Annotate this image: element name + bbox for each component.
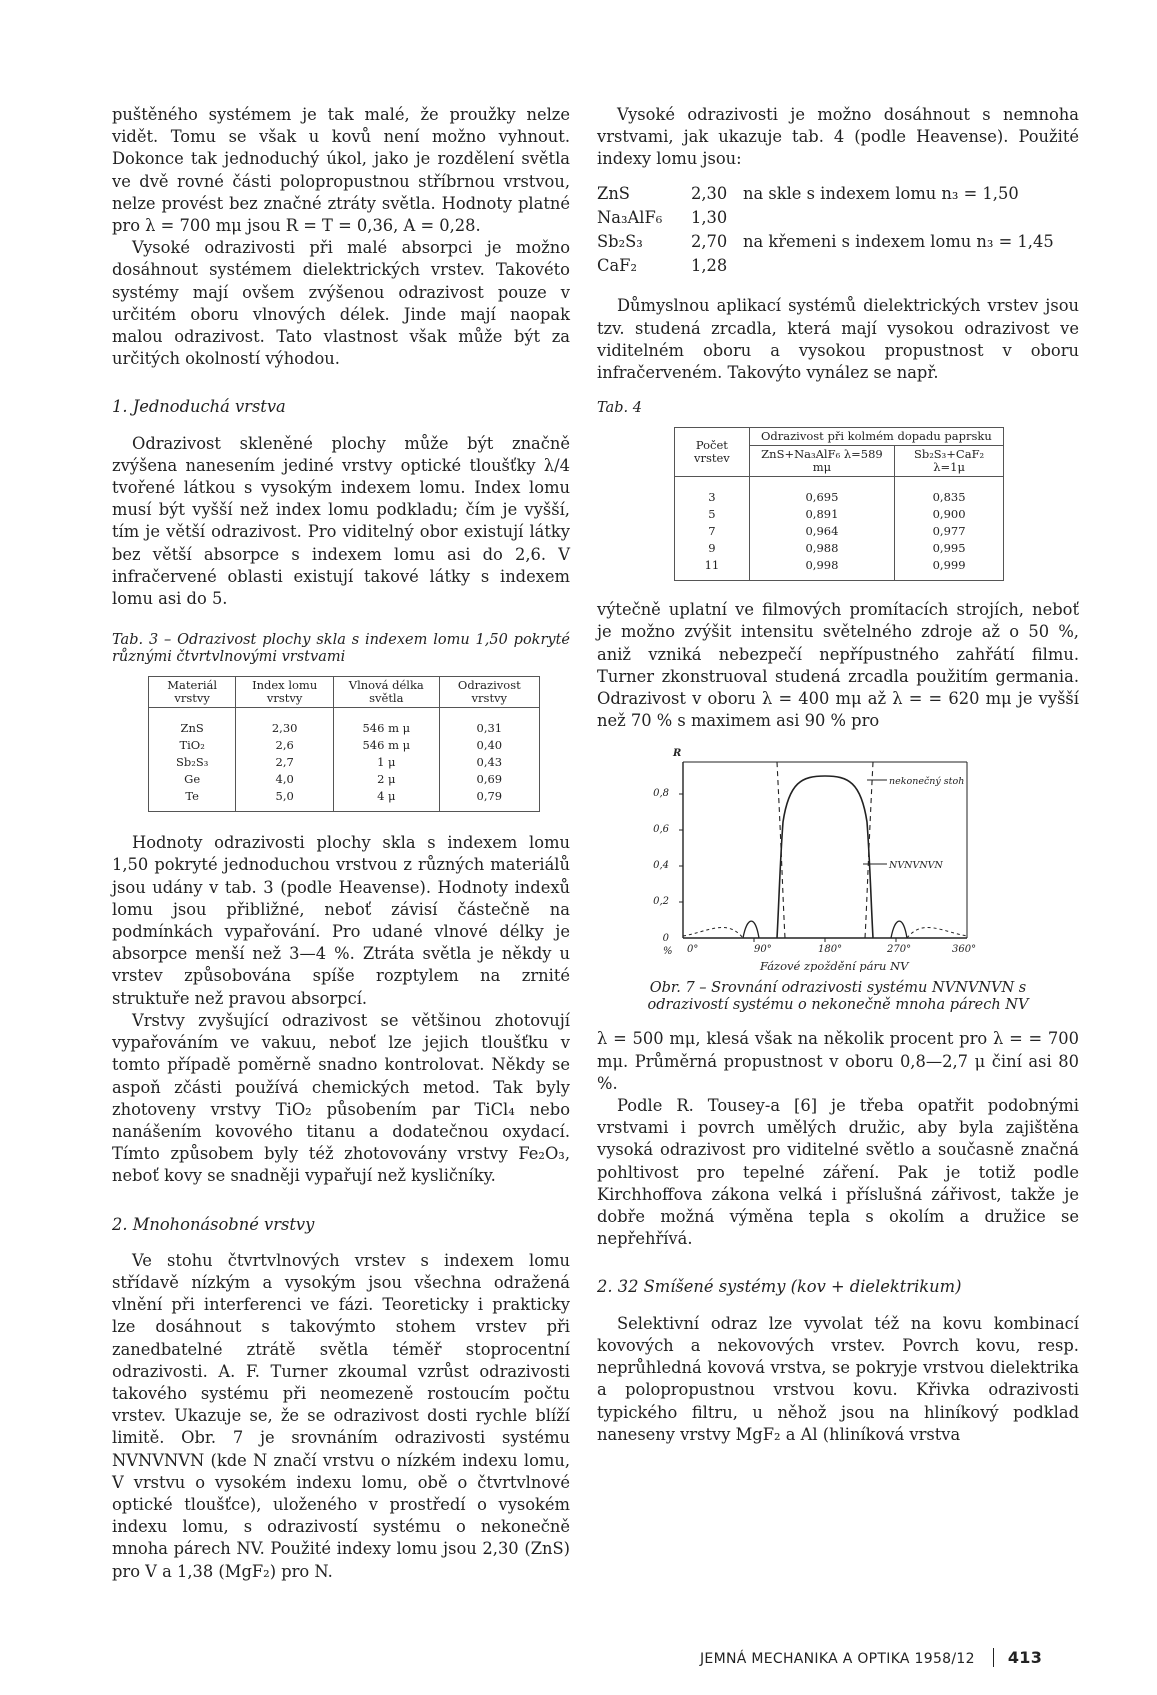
table-row — [675, 477, 1004, 507]
y-tick: 0 — [662, 933, 669, 945]
figure-7 — [597, 742, 1079, 1014]
table-cell: 0,69 — [439, 771, 539, 788]
table-header: Index lomu vrstvy — [236, 677, 334, 708]
table-cell: 0,999 — [895, 557, 1004, 581]
table-cell: 0,43 — [439, 754, 539, 771]
table-cell: 0,900 — [895, 506, 1004, 523]
table-cell: 4,0 — [236, 771, 334, 788]
table-cell: 0,964 — [749, 523, 894, 540]
index-note — [743, 207, 1079, 229]
index-value: 1,28 — [691, 256, 728, 276]
table-cell: 0,31 — [439, 708, 539, 738]
y-tick: 0,8 — [653, 788, 669, 800]
table-row — [675, 557, 1004, 581]
table-row — [149, 771, 540, 788]
figure-caption: Obr. 7 – Srovnání odrazivosti systému NVNVNVN s odrazivostí systému o nekonečně mnoha párech NV — [647, 980, 1029, 1014]
right-column — [597, 104, 1079, 1446]
table-cell: 2 μ — [334, 771, 440, 788]
index-value: 2,30 — [691, 183, 728, 203]
page-footer — [700, 1648, 1042, 1667]
index-note: na křemeni s indexem lomu n₃ = 1,45 — [743, 232, 1054, 252]
table-cell: 2,30 — [236, 708, 334, 738]
x-axis-label: Fázové zpoždění páru NV — [760, 959, 909, 973]
table-cell: Sb₂S₃ — [149, 754, 236, 771]
paragraph: Hodnoty odrazivosti plochy skla s indexem lomu 1,50 pokryté jednoduchou vrstvou z různých materiálů jsou udány v tab. 3 (podle Heavense). Hodnoty indexů lomu jsou přibližné, neboť závisí částečně na podmínkách vypařování. Pro udané vlnové délky je absorpce menší než 3—4 %. Ztráta světla je někdy u vrstev způsobována spíše rozptylem na zrnité struktuře než pravou absorpcí. — [112, 833, 570, 1008]
x-tick: 0° — [687, 944, 699, 956]
table-row — [149, 754, 540, 771]
table-cell: 546 m μ — [334, 737, 440, 754]
table-header: Vlnová délka světla — [334, 677, 440, 708]
section-heading: 2. 32 Smíšené systémy (kov + dielektrikum) — [597, 1277, 962, 1297]
table-cell: 0,40 — [439, 737, 539, 754]
paragraph: Vysoké odrazivosti je možno dosáhnout s nemnoha vrstvami, jak ukazuje tab. 4 (podle Heavense). Použité indexy lomu jsou: — [597, 105, 1079, 169]
table-cell: 3 — [675, 477, 750, 507]
table-cell: 2,6 — [236, 737, 334, 754]
table-cell: ZnS — [149, 708, 236, 738]
y-tick: 0,2 — [653, 896, 669, 908]
table-cell: 0,998 — [749, 557, 894, 581]
index-note: na skle s indexem lomu n₃ = 1,50 — [743, 183, 1019, 203]
index-note — [743, 255, 1079, 277]
table-cell: 0,79 — [439, 788, 539, 812]
table-row — [149, 788, 540, 812]
legend-nvnvnvn: NVNVNVN — [889, 860, 943, 872]
table-row — [675, 506, 1004, 523]
table-cell: 4 μ — [334, 788, 440, 812]
journal-name: JEMNÁ MECHANIKA A OPTIKA 1958/12 — [700, 1651, 975, 1667]
index-value: 1,30 — [691, 207, 728, 227]
paragraph: Ve stohu čtvrtvlnových vrstev s indexem lomu střídavě nízkým a vysokým jsou všechna odražená vlnění při interferenci ve fázi. Teoreticky i prakticky lze dosáhnout s takovýmto stohem vrstev při zanedbatelné ztrátě světla téměř stoprocentní odrazivosti. A. F. Turner zkoumal vzrůst odrazivosti takového systému při neomezeně rostoucím počtu vrstev. Ukazuje se, že se odrazivost dosti rychle blíží limitě. Obr. 7 je srovnáním odrazivosti systému NVNVNVN (kde N značí vrstvu o nízkém indexu lomu, V vrstvu o vysokém indexu lomu, obě o čtvrtvlnové optické tloušťce), uloženého v prostředí o vysokém indexu lomu, s odrazivostí systému o nekonečně mnoha párech NV. Použité indexy lomu jsou 2,30 (ZnS) pro V a 1,38 (MgF₂) pro N. — [112, 1250, 570, 1581]
paragraph: Odrazivost skleněné plochy může být značně zvýšena nanesením jediné vrstvy optické tloušťky λ/4 tvořené látkou s vysokým indexem lomu. Index lomu musí být vyšší než index lomu podkladu; čím je vyšší, tím je větší odrazivost. Pro viditelný obor existují látky bez větší absorpce s indexem lomu asi do 2,6. V infračervené oblasti existují takové látky s indexem lomu asi do 5. — [112, 433, 570, 609]
table-header: Počet vrstev — [675, 428, 750, 477]
x-tick: 180° — [818, 944, 843, 956]
curve-tails — [683, 928, 967, 938]
page-number: 413 — [993, 1648, 1042, 1667]
table-header: ZnS+Na₃AlF₆ λ=589 mμ — [749, 446, 894, 477]
section-heading: 1. Jednoduchá vrstva — [112, 397, 286, 417]
paragraph: výtečně uplatní ve filmových promítacích strojích, neboť je možno zvýšit intensitu světelného zdroje až o 50 %, aniž vzniká nebezpečí nepřípustného zahřátí filmu. Turner zkonstruoval studená zrcadla použitím germania. Odrazivost v oboru λ = 400 mμ až λ = = 620 mμ je vyšší než 70 % s maximem asi 90 % pro — [597, 600, 1079, 731]
section-heading: 2. Mnohonásobné vrstvy — [112, 1214, 315, 1234]
paragraph: λ = 500 mμ, klesá však na několik procent pro λ = = 700 mμ. Průměrná propustnost v oboru 0,8—2,7 μ činí asi 80 %. — [597, 1029, 1079, 1093]
table-cell: 9 — [675, 540, 750, 557]
paragraph: Podle R. Tousey-a [6] je třeba opatřit podobnými vrstvami i povrch umělých družic, aby byla zajištěna vysoká odrazivost pro viditelné světlo a současně značná pohltivost pro tepelné záření. Pak je totiž podle Kirchhoffova zákona velká i příslušná zářivost, takže je dobře možná výměna tepla s okolím a družice se nepřehřívá. — [597, 1096, 1079, 1249]
table-cell: 5,0 — [236, 788, 334, 812]
index-value: 2,70 — [691, 232, 728, 252]
table-caption: Tab. 4 — [597, 400, 642, 417]
table-cell: 7 — [675, 523, 750, 540]
table-cell: 0,695 — [749, 477, 894, 507]
paragraph: Vrstvy zvyšující odrazivost se většinou zhotovují vypařováním ve vakuu, neboť lze jejich tloušťku v tomto případě poměrně snadno kontrolovat. Někdy se aspoň zčásti používá chemických metod. Tak byly zhotoveny vrstvy TiO₂ působením par TiCl₄ nebo nanášením kovového titanu a dodatečnou oxydací. Tímto způsobem byly též zhotovovány vrstvy Fe₂O₃, neboť kovy se snadněji vypařují než kysličníky. — [112, 1010, 570, 1186]
table-cell: 0,891 — [749, 506, 894, 523]
table-row — [675, 523, 1004, 540]
table-cell: TiO₂ — [149, 737, 236, 754]
y-unit: % — [663, 946, 673, 958]
curve-nvnvnvn — [777, 776, 873, 938]
paragraph: Vysoké odrazivosti při malé absorpci je možno dosáhnout systémem dielektrických vrstev. Takovéto systémy mají ovšem zvýšenou odrazivost pouze v určitém oboru vlnových délek. Jinde mají naopak malou odrazivost. Tato vlastnost však může být za určitých okolností výhodou. — [112, 238, 570, 369]
curve-infinite-stack — [777, 762, 873, 938]
table-header: Materiál vrstvy — [149, 677, 236, 708]
index-material: CaF₂ — [597, 256, 637, 276]
table-header: Sb₂S₃+CaF₂ λ=1μ — [895, 446, 1004, 477]
x-tick: 90° — [754, 944, 772, 956]
table-caption: Tab. 3 – Odrazivost plochy skla s indexem lomu 1,50 pokryté různými čtvrtvlnovými vrstvami — [112, 632, 570, 666]
table-cell: 546 m μ — [334, 708, 440, 738]
table-cell: 2,7 — [236, 754, 334, 771]
curve-side-lobes — [743, 922, 907, 939]
table-row — [675, 540, 1004, 557]
table-3 — [148, 676, 540, 812]
index-list — [597, 183, 1079, 278]
reflectance-plot — [597, 742, 1079, 972]
y-axis-label: R — [673, 748, 682, 760]
paragraph: Selektivní odraz lze vyvolat též na kovu kombinací kovových a nekovových vrstev. Povrch kovu, resp. neprůhledná kovová vrstva, se pokryje vrstvou dielektrika a polopropustnou vrstvou kovu. Křivka odrazivosti typického filtru, u něhož jsou na hliníkový podklad naneseny vrstvy MgF₂ a Al (hliníková vrstva — [597, 1313, 1079, 1444]
table-cell: 0,995 — [895, 540, 1004, 557]
index-material: ZnS — [597, 183, 630, 203]
table-cell: 1 μ — [334, 754, 440, 771]
y-tick: 0,6 — [653, 824, 669, 836]
index-material: Na₃AlF₆ — [597, 207, 663, 227]
paragraph: Důmyslnou aplikací systémů dielektrických vrstev jsou tzv. studená zrcadla, která mají vysokou odrazivost ve viditelném oboru a vysokou propustnost v oboru infračerveném. Takovýto vynález se např. — [597, 296, 1079, 383]
y-tick: 0,4 — [653, 860, 669, 872]
table-4 — [674, 427, 1004, 581]
table-cell: 0,977 — [895, 523, 1004, 540]
paragraph: puštěného systémem je tak malé, že proužky nelze vidět. Tomu se však u kovů není možno vyhnout. Dokonce tak jednoduchý úkol, jako je rozdělení světla ve dvě rovné části polopropustnou stříbrnou vrstvou, nelze provést bez značné ztráty světla. Hodnoty platné pro λ = 700 mμ jsou R = T = 0,36, A = 0,28. — [112, 105, 570, 236]
table-header: Odrazivost při kolmém dopadu paprsku — [749, 428, 1003, 446]
x-tick: 360° — [952, 944, 977, 956]
x-tick: 270° — [887, 944, 912, 956]
legend-infinite-stack: nekonečný stoh — [889, 776, 965, 788]
table-cell: Te — [149, 788, 236, 812]
table-cell: 0,835 — [895, 477, 1004, 507]
table-cell: 5 — [675, 506, 750, 523]
table-cell: Ge — [149, 771, 236, 788]
table-header: Odrazivost vrstvy — [439, 677, 539, 708]
index-material: Sb₂S₃ — [597, 232, 643, 252]
table-cell: 11 — [675, 557, 750, 581]
table-row — [149, 708, 540, 738]
table-cell: 0,988 — [749, 540, 894, 557]
left-column — [112, 104, 570, 1583]
table-row — [149, 737, 540, 754]
